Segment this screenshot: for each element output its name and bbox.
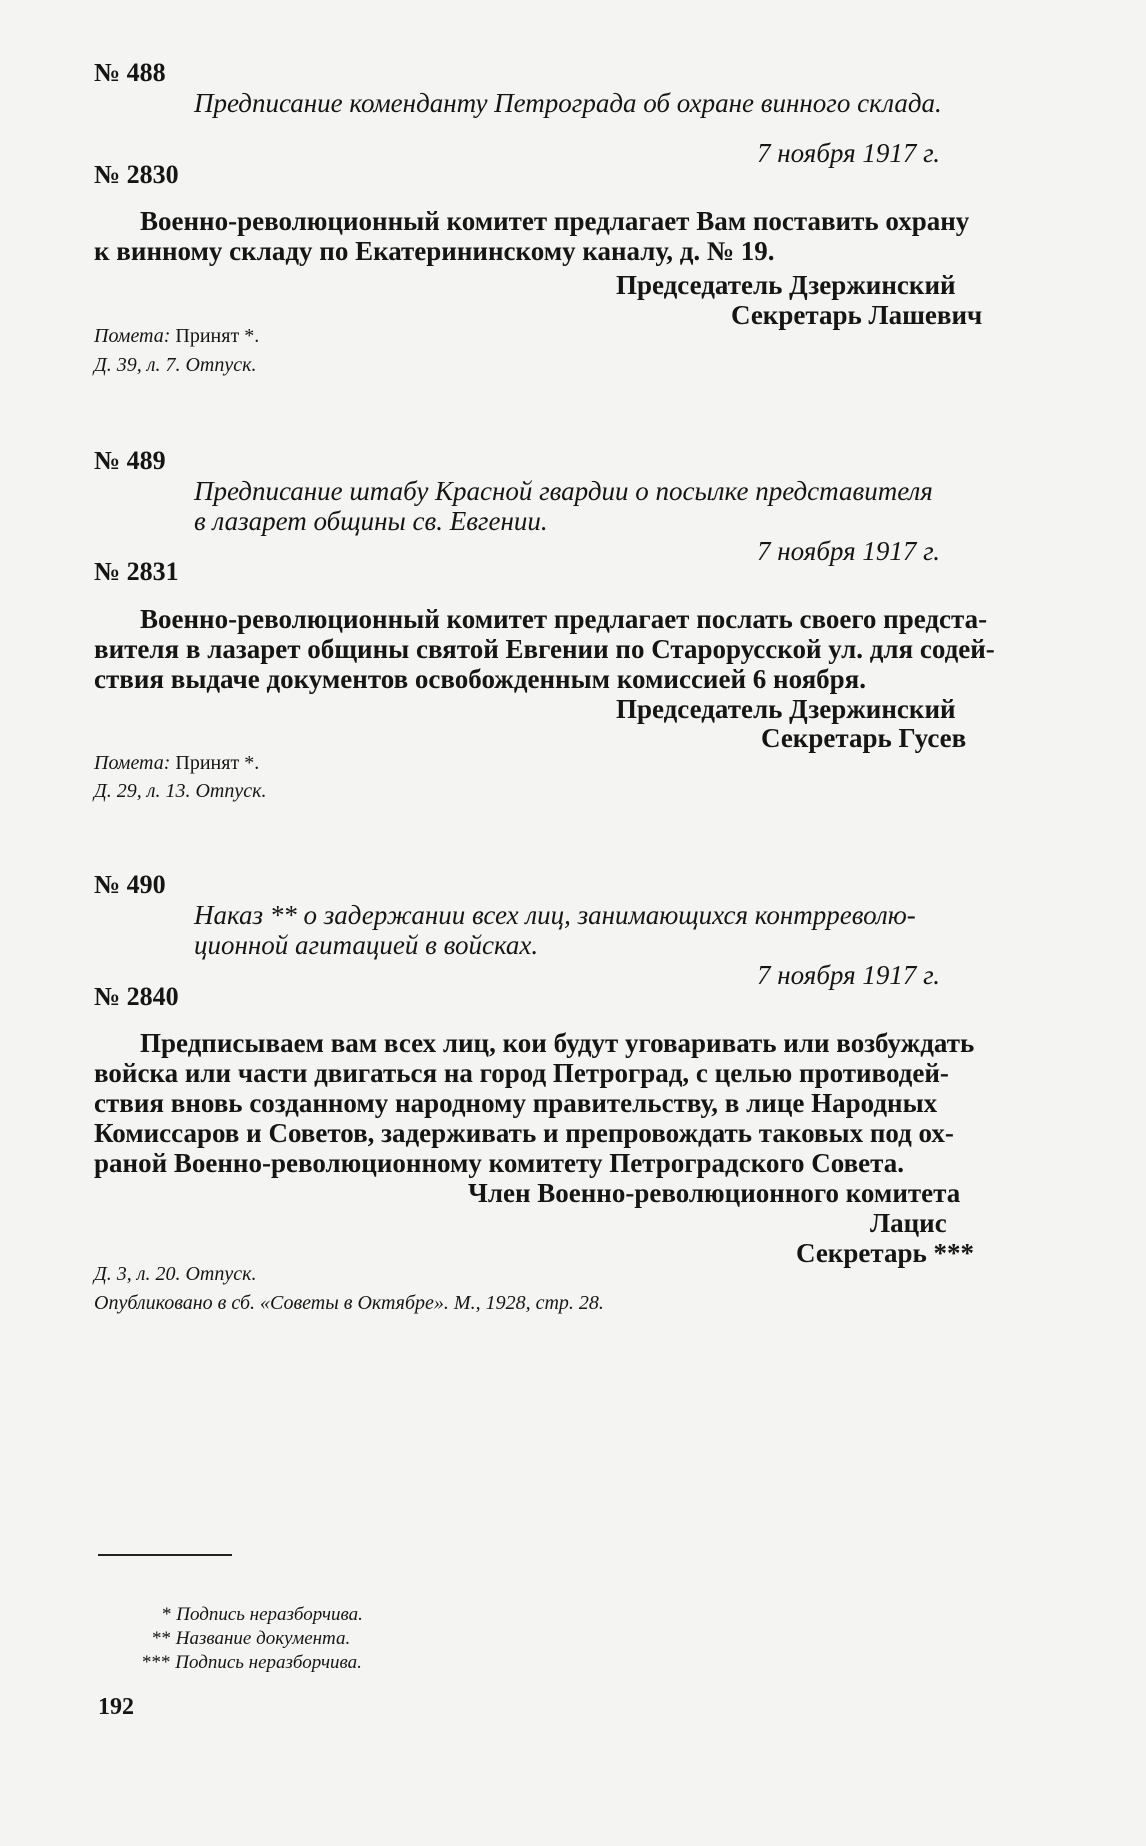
doc-text-line: войска или части двигаться на город Петроград, с целью противодей-: [94, 1058, 949, 1088]
registration-number: № 2840: [94, 982, 179, 1011]
doc-text-line: ствия выдаче документов освобожденным комиссией 6 ноября.: [94, 664, 867, 694]
footnote-text: Подпись неразборчива.: [176, 1604, 363, 1625]
doc-title: Предписание штабу Красной гвардии о посылке представителя: [194, 476, 933, 506]
footnote: [162, 1604, 363, 1626]
doc-date: 7 ноября 1917 г.: [757, 536, 941, 566]
footnote-mark: *: [162, 1604, 172, 1625]
doc-text-line: к винному складу по Екатерининскому каналу, д. № 19.: [94, 236, 775, 266]
footnote: [152, 1628, 350, 1650]
doc-text-line: Комиссаров и Советов, задерживать и препровождать таковых под ох-: [94, 1118, 954, 1148]
doc-date: 7 ноября 1917 г.: [757, 138, 941, 168]
signature-chairman: Председатель Дзержинский: [616, 694, 956, 724]
annotation-label: Помета:: [94, 325, 171, 347]
signature-chairman: Председатель Дзержинский: [616, 270, 956, 300]
doc-number: № 490: [94, 870, 166, 899]
doc-text-line: вителя в лазарет общины святой Евгении по Старорусской ул. для содей-: [94, 634, 995, 664]
annotation: [94, 752, 259, 775]
doc-text-line: Военно-революционный комитет предлагает послать своего предста-: [140, 604, 988, 634]
doc-text-line: ствия вновь созданному народному правительству, в лице Народных: [94, 1088, 938, 1118]
signature-name: Лацис: [870, 1208, 947, 1238]
footnote-mark: ***: [142, 1652, 171, 1673]
doc-title: в лазарет общины св. Евгении.: [194, 506, 548, 536]
footnote-text: Подпись неразборчива.: [175, 1652, 362, 1673]
archive-source: Д. 39, л. 7. Отпуск.: [94, 354, 257, 376]
archive-source: Д. 3, л. 20. Отпуск.: [94, 1263, 257, 1285]
doc-date: 7 ноября 1917 г.: [757, 960, 941, 990]
annotation-value: Принят *.: [175, 325, 260, 347]
archive-source: Д. 29, л. 13. Отпуск.: [94, 780, 267, 802]
doc-title: Предписание коменданту Петрограда об охране винного склада.: [194, 88, 942, 118]
doc-number: № 489: [94, 446, 166, 475]
doc-text-line: Военно-революционный комитет предлагает Вам поставить охрану: [140, 206, 970, 236]
footnote-divider: [98, 1554, 232, 1556]
signature-secretary: Секретарь ***: [796, 1238, 975, 1268]
signature-secretary: Секретарь Лашевич: [731, 300, 983, 330]
doc-title: ционной агитацией в войсках.: [194, 930, 539, 960]
annotation-label: Помета:: [94, 752, 171, 774]
signature-member: Член Военно-революционного комитета: [468, 1178, 961, 1208]
footnote-text: Название документа.: [175, 1628, 351, 1649]
registration-number: № 2831: [94, 557, 179, 586]
annotation-value: Принят *.: [175, 752, 260, 774]
signature-secretary: Секретарь Гусев: [761, 723, 967, 753]
doc-text-line: Предписываем вам всех лиц, кои будут уговаривать или возбуждать: [140, 1028, 975, 1058]
doc-number: № 488: [94, 58, 166, 87]
publication-note: Опубликовано в сб. «Советы в Октябре». М., 1928, стр. 28.: [94, 1292, 604, 1314]
footnote-mark: **: [152, 1628, 171, 1649]
registration-number: № 2830: [94, 160, 179, 189]
page-number: 192: [98, 1694, 134, 1720]
annotation: [94, 325, 259, 348]
doc-title: Наказ ** о задержании всех лиц, занимающихся контрреволю-: [194, 900, 916, 930]
doc-text-line: раной Военно-революционному комитету Петроградского Совета.: [94, 1148, 904, 1178]
footnote: [142, 1652, 362, 1674]
